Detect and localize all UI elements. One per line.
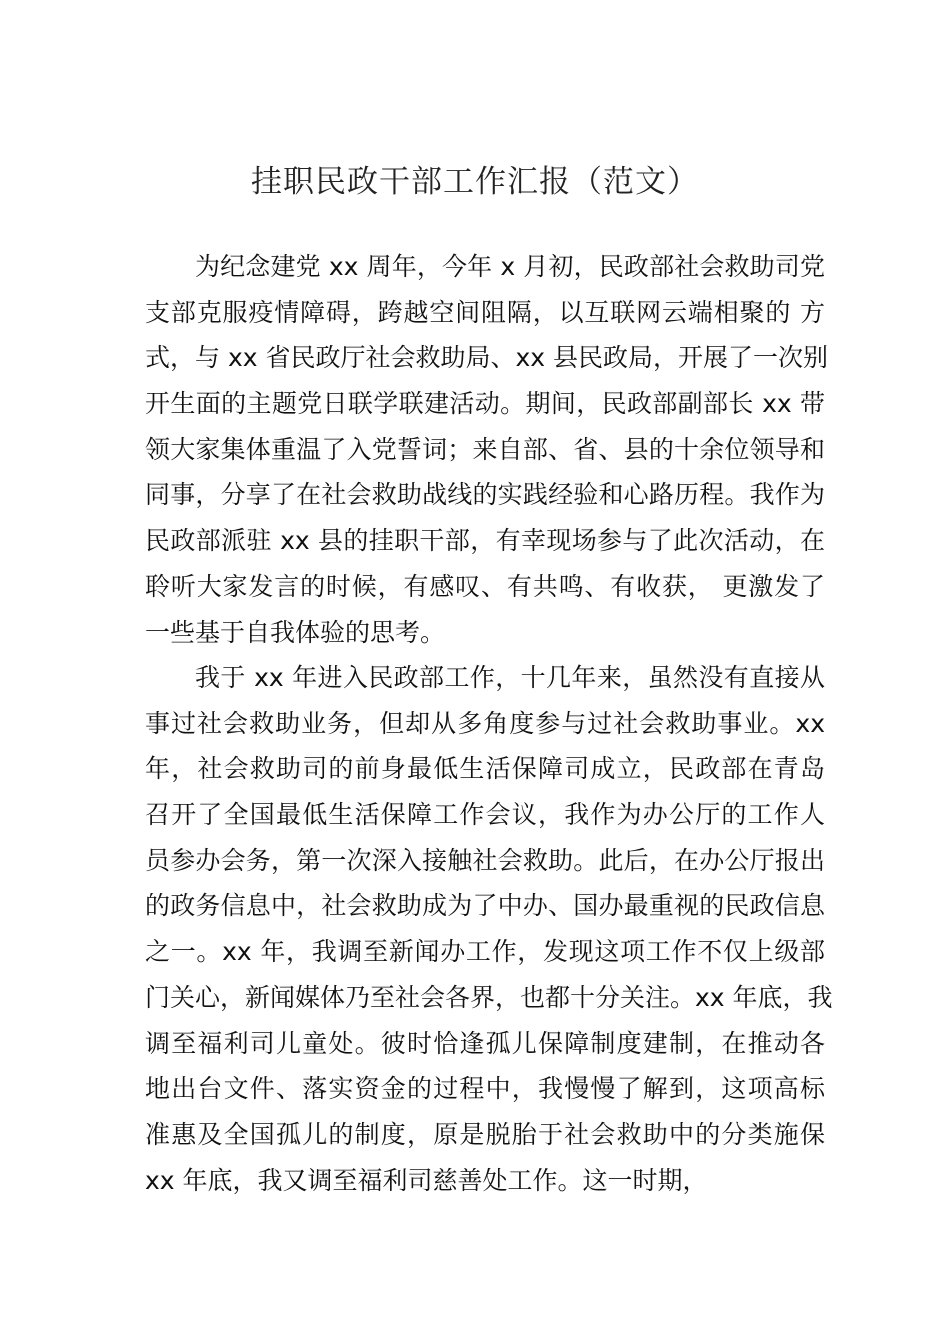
text-line: xx 年底，我又调至福利司慈善处工作。这一时期，: [145, 1165, 708, 1195]
text-line: 事过社会救助业务，但却从多角度参与过社会救助事业。xx: [145, 708, 825, 738]
text-line: 支部克服疫情障碍，跨越空间阻隔，以互联网云端相聚的 方: [145, 297, 825, 327]
text-line: 领大家集体重温了入党誓词；来自部、省、县的十余位领导和: [145, 434, 825, 464]
paragraph-2: [145, 655, 833, 1203]
text-line: 一些基于自我体验的思考。: [145, 617, 446, 647]
text-line: 员参办会务，第一次深入接触社会救助。此后，在办公厅报出: [145, 845, 825, 875]
text-line: 开生面的主题党日联学联建活动。期间，民政部副部长 xx 带: [145, 389, 825, 419]
text-line: 我于 xx 年进入民政部工作，十几年来，虽然没有直接从: [195, 663, 825, 692]
text-line: 门关心，新闻媒体乃至社会各界，也都十分关注。xx 年底，我: [145, 982, 833, 1012]
text-line: 年，社会救助司的前身最低生活保障司成立，民政部在青岛: [145, 754, 825, 784]
text-line: 的政务信息中，社会救助成为了中办、国办最重视的民政信息: [145, 891, 825, 921]
text-line: 准惠及全国孤儿的制度，原是脱胎于社会救助中的分类施保: [145, 1119, 825, 1149]
text-line: 地出台文件、落实资金的过程中，我慢慢了解到，这项高标: [145, 1074, 825, 1104]
paragraph-1: [145, 244, 829, 655]
text-line: 同事，分享了在社会救助战线的实践经验和心路历程。我作为: [145, 480, 825, 510]
text-line: 之一。xx 年，我调至新闻办工作，发现这项工作不仅上级部: [145, 937, 825, 967]
text-line: 聆听大家发言的时候，有感叹、有共鸣、有收获， 更激发了: [145, 571, 825, 601]
text-line: 召开了全国最低生活保障工作会议，我作为办公厅的工作人: [145, 800, 825, 830]
text-line: 为纪念建党 xx 周年，今年 x 月初，民政部社会救助司党: [195, 252, 825, 281]
document-title: 挂职民政干部工作汇报（范文）: [251, 164, 699, 200]
text-line: 民政部派驻 xx 县的挂职干部，有幸现场参与了此次活动，在: [145, 526, 825, 556]
text-line: 调至福利司儿童处。彼时恰逢孤儿保障制度建制，在推动各: [145, 1028, 825, 1058]
text-line: 式，与 xx 省民政厅社会救助局、xx 县民政局，开展了一次别: [145, 343, 829, 373]
